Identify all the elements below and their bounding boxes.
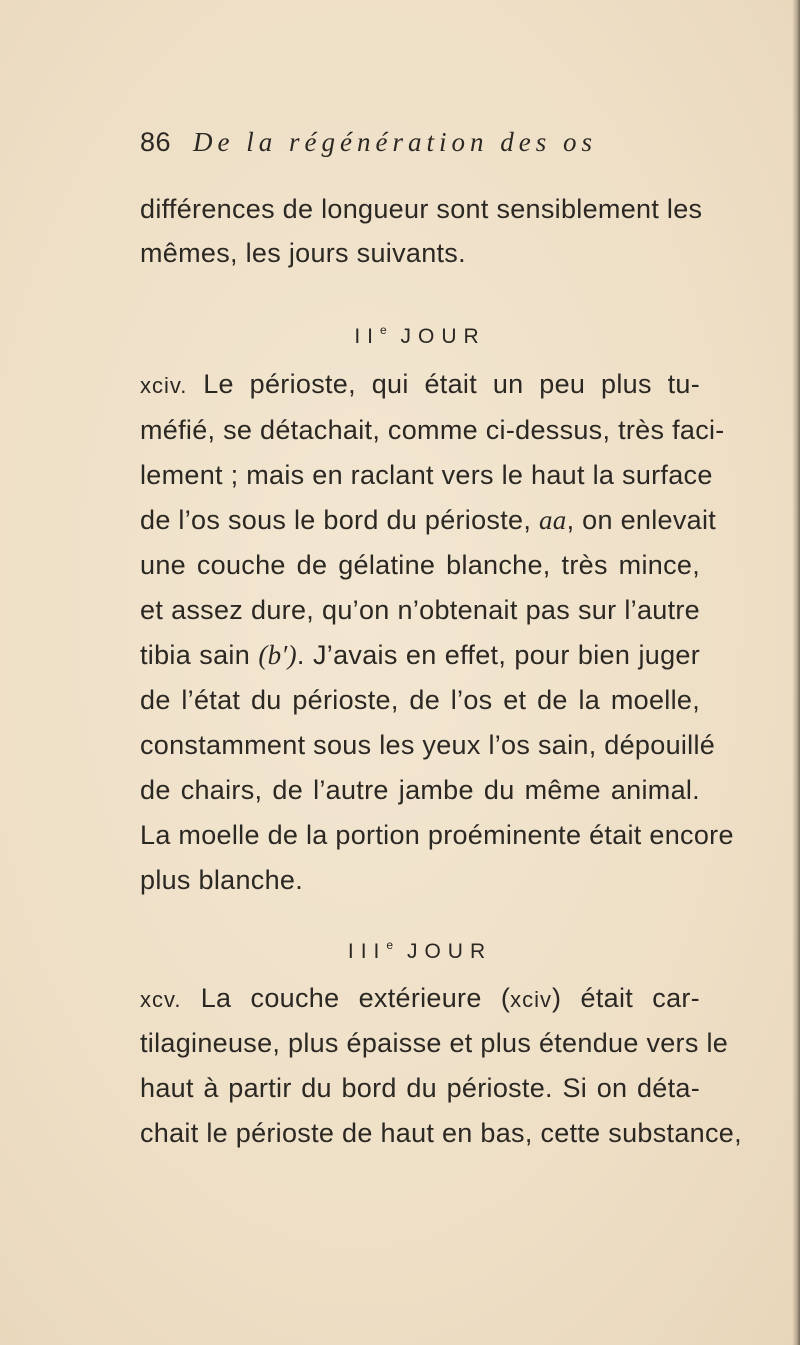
heading-word: JOUR [400, 325, 486, 348]
figure-reference: (b′) [258, 640, 297, 670]
paragraph-line: différences de longueur sont sensiblement les [140, 194, 703, 224]
paragraph-line [140, 364, 700, 404]
section-heading-day-2 [140, 315, 700, 352]
heading-numeral: II [354, 325, 380, 348]
figure-reference: aa [538, 505, 567, 535]
paragraph-line: La moelle de la portion proéminente était encore [140, 820, 734, 850]
heading-superscript: e [386, 938, 395, 952]
paragraph-text: La couche extérieure ( [200, 983, 511, 1013]
running-title: De la régénération des os [193, 127, 597, 157]
paragraph-number: xciv. [140, 373, 188, 398]
page-edge-shadow [792, 0, 800, 1345]
heading-word: JOUR [406, 940, 493, 963]
paragraph-line: et assez dure, qu’on n’obtenait pas sur l’autre [140, 595, 700, 625]
paragraph-line: chait le périoste de haut en bas, cette substance, [140, 1118, 742, 1148]
paragraph-line: tilagineuse, plus épaisse et plus étendue vers le [140, 1028, 729, 1058]
paragraph-line [140, 500, 717, 540]
paragraph-text: Le périoste, qui était un peu plus tu- [203, 369, 700, 399]
paragraph-line: lement ; mais en raclant vers le haut la surface [140, 460, 713, 490]
paragraph-number: xcv. [140, 987, 182, 1012]
paragraph-line [140, 635, 700, 675]
page-number: 86 [140, 127, 172, 157]
paragraph-line: haut à partir du bord du périoste. Si on déta- [140, 1073, 700, 1103]
heading-numeral: III [347, 940, 387, 963]
paragraph-line: plus blanche. [140, 865, 304, 895]
paragraph-text: . J’avais en effet, pour bien juger [296, 640, 700, 670]
paragraph-line: de l’état du périoste, de l’os et de la moelle, [140, 685, 700, 715]
paragraph-line: méfié, se détachait, comme ci-dessus, très faci- [140, 415, 725, 445]
running-header [140, 124, 700, 160]
paragraph-line [140, 978, 700, 1018]
paragraph-line: une couche de gélatine blanche, très mince, [140, 550, 700, 580]
heading-superscript: e [379, 323, 388, 337]
paragraph-line: constamment sous les yeux l’os sain, dépouillé [140, 730, 716, 760]
paragraph-line: mêmes, les jours suivants. [140, 238, 466, 268]
paragraph-cross-reference: xciv [510, 987, 553, 1012]
paragraph-text: , on enlevait [566, 505, 717, 535]
paragraph-text: tibia sain [140, 640, 251, 670]
paragraph-text: ) était car- [552, 983, 700, 1013]
section-heading-day-3 [140, 930, 700, 967]
paragraph-text: de l’os sous le bord du périoste, [140, 505, 532, 535]
paragraph-line: de chairs, de l’autre jambe du même animal. [140, 775, 700, 805]
